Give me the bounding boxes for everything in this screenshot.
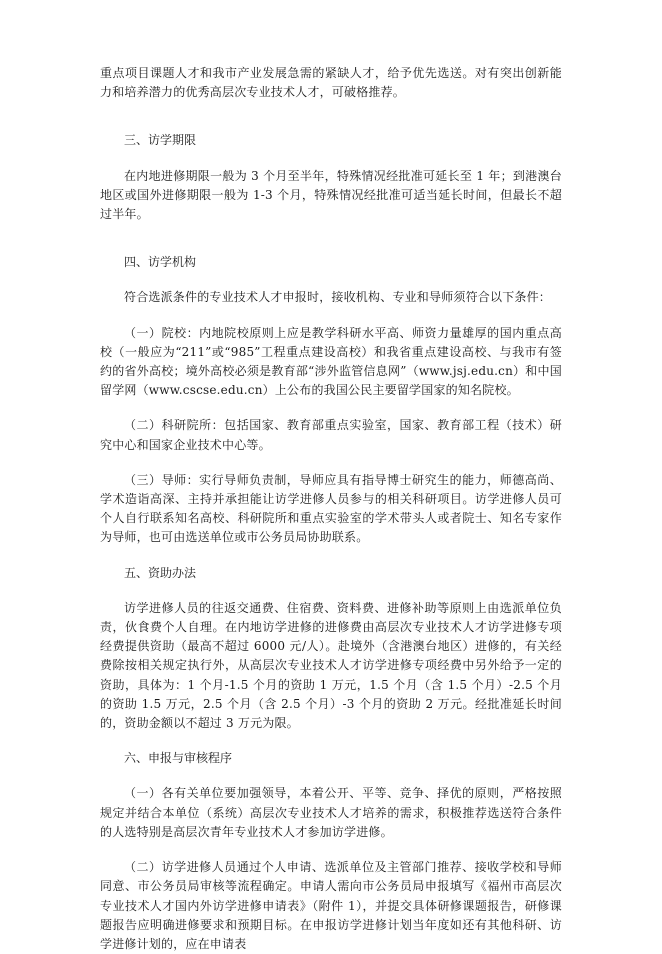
section-heading-6: 六、申报与审核程序: [124, 751, 233, 766]
spacer: [100, 308, 562, 324]
spacer: [100, 151, 562, 167]
spacer: [100, 400, 562, 416]
document-page: [100, 64, 562, 954]
section-heading-3: 三、访学期限: [124, 133, 197, 148]
paragraph-universities: （一）院校：内地院校原则上应是教学科研水平高、师资力量雄厚的国内重点高校（一般应为“211”或“985”工程重点建设高校）和我省重点建设高校、与我市有签约的省外高校；境外高校必须是教育部“涉外监管信息网”（www.jsj.edu.cn）和中国留学网（www.cscse.edu.cn）上公布的我国公民主要留学国家的知名院校。: [100, 325, 562, 398]
spacer: [100, 583, 562, 599]
paragraph-procedure-2: （二）访学进修人员通过个人申请、选派单位及主管部门推荐、接收学校和导师同意、市公务员局审核等流程确定。申请人需向市公务员局申报填写《福州市高层次专业技术人才国内外访学进修申请表》（附件 1），并提交具体研修课题报告，研修课题报告应明确进修要求和预期目标。在申报访学进修计划当年度如还有其他科研、访学进修计划的，应在申请表: [100, 860, 562, 951]
spacer: [100, 842, 562, 858]
paragraph-research-institutes: （二）科研院所：包括国家、教育部重点实验室，国家、教育部工程（技术）研究中心和国家企业技术中心等。: [100, 418, 562, 452]
paragraph-funding: 访学进修人员的往返交通费、住宿费、资料费、进修补助等原则上由选派单位负责，伙食费个人自理。在内地访学进修的进修费由高层次专业技术人才访学进修专项经费提供资助（最高不超过 6000 元/人）。赴境外（含港澳台地区）进修的，有关经费除按相关规定执行外，从高层次专业技术人才访学进修专项经费中另外给予一定的资助，具体为：1 个月-1.5 个月的资助 1 万元，1.5 个月（含 1.5 个月）-2.5 个月的资助 1.5 万元，2.5 个月（含 2.5 个月）-3 个月的资助 2 万元。经批准延长时间的，资助金额以不超过 3 万元为限。: [100, 600, 562, 731]
paragraph-procedure-1: （一）各有关单位要加强领导，本着公开、平等、竞争、择优的原则，严格按照规定并结合本单位（系统）高层次专业技术人才培养的需求，积极推荐选送符合条件的人选特别是高层次青年专业技术人才参加访学进修。: [100, 786, 562, 839]
spacer: [100, 768, 562, 784]
spacer: [100, 102, 562, 131]
section-heading-5: 五、资助办法: [124, 565, 197, 580]
spacer: [100, 455, 562, 471]
spacer: [100, 272, 562, 288]
paragraph-intro-continuation: 重点项目课题人才和我市产业发展急需的紧缺人才，给予优先选送。对有突出创新能力和培养潜力的优秀高层次专业技术人才，可破格推荐。: [100, 66, 562, 100]
paragraph-supervisors: （三）导师：实行导师负责制，导师应具有指导博士研究生的能力，师德高尚、学术造诣高深、主持并承担能让访学进修人员参与的相关科研项目。访学进修人员可个人自行联系知名高校、科研院所和重点实验室的学术带头人或者院士、知名专家作为导师，也可由选送单位或市公务员局协助联系。: [100, 472, 562, 545]
section-heading-4: 四、访学机构: [124, 255, 197, 270]
spacer: [100, 548, 562, 564]
spacer: [100, 224, 562, 253]
paragraph-duration: 在内地进修期限一般为 3 个月至半年，特殊情况经批准可延长至 1 年；到港澳台地区或国外进修期限一般为 1-3 个月，特殊情况经批准可适当延长时间，但最长不超过半年。: [100, 168, 562, 222]
paragraph-institution-intro: 符合选派条件的专业技术人才申报时，接收机构、专业和导师须符合以下条件：: [124, 290, 552, 305]
spacer: [100, 733, 562, 749]
